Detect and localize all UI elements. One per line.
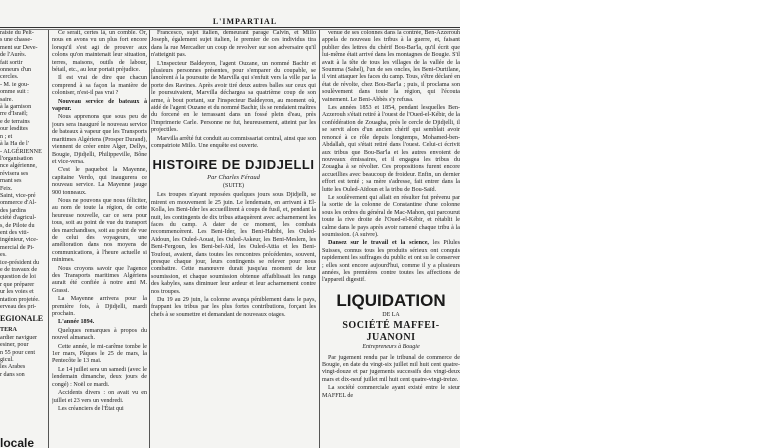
history-continued: venue de ses colonnes dans la contrée, Ben-Azzerouh appela de nouveau les tribus à la guerre, et, faisant publier des lettres du chérif Bou-Bar'la, qu'il écrit que lui-même était arrivé dans les montagnes de Bougie. S'il avait à la tête de tous les villages de la vallée de la Soumma (Sahel), l'un de ses oncles, les Beni-Ourtilane, il vint attaquer les faces du camp. Tous, s'être déclaré en état de révolte, chez Bou-Bar'la ; puis, il proclama son soulèvement dans toute la région, qui l'écouta vainement. Le Beni-Abbès s'y refusa.: [322, 30, 460, 103]
column-1-line: Feix.: [0, 185, 13, 192]
history-body-2: Du 19 au 29 juin, la colonne avança péniblement dans le pays, frappant les tribus par les plus fortes contributions, forçant les chefs à se soumettre et demandant de nouveaux otages.: [151, 297, 316, 318]
column-1-line: raiste du Pelt-: [0, 30, 34, 36]
column-3: [151, 30, 316, 448]
column-1-line: ice-président du: [0, 259, 40, 266]
column-1-line: à la garnison: [0, 104, 32, 111]
column-1: [0, 30, 44, 448]
annee-paragraph-4: Accidents divers : on avait vu en juillet et 23 vers un vendredi.: [52, 390, 147, 404]
column-1-line: cercles.: [0, 74, 19, 81]
column-1-line: mercial de Pi-: [0, 244, 35, 251]
annee-paragraph-5: Les créanciers de l'État qui: [58, 405, 124, 412]
liquidation-entrepreneurs: Entrepreneurs à Bougie: [362, 344, 420, 351]
column-1-more: [0, 335, 44, 379]
column-1-line: de l'Aurès.: [0, 52, 27, 59]
news-paragraph-2: L'inspecteur Baldeyron, l'agent Ouzane, un nommé Bachir et plusieurs personnes présentes, pour s'emparer du coupable, se lancèrent à la poursuite de Marvilla qui s'enfuit vers la ville par la porte des Ravines. Après avoir tiré deux autres balles sur ceux qui le poursuivaient, Marvilla déchargea sa quatrième coup de son arme, à bout portant, sur l'inspecteur Baldeyron, au moment où, aidé de l'agent Ouzane et du nommé Bachir, ils se rendaient maîtres du forcené en le terrassant dans un fossé plein d'eau, près l'imprimerie Carle. Personne ne fut, heureusement, atteint par les projectiles.: [151, 60, 316, 134]
column-1-line: r que préparer: [0, 281, 35, 288]
column-1-line: onneurs d'un: [0, 67, 32, 74]
annee-paragraph: Quelques remarques à propos du nouvel almanach.: [52, 327, 147, 342]
column-1-line: à la Ha de l': [0, 141, 29, 148]
column-1-line: des jardins: [0, 207, 27, 214]
service-paragraph-5: La Mayenne arrivera pour la première fois, à Djidjelli, mardi prochain.: [52, 296, 147, 318]
column-1-line: our lesdites: [0, 126, 28, 133]
column-2: [52, 30, 147, 448]
column-1-line: saire.: [0, 96, 14, 103]
column-1-line: ommerce d'Al-: [0, 200, 37, 207]
history-title: HISTOIRE DE DJIDJELLI: [152, 156, 315, 172]
column-rule-1: [48, 30, 49, 448]
column-1-line: ciété d'agricul-: [0, 215, 37, 222]
liquidation-de: DE LA: [382, 311, 400, 318]
regional-heading: EGIONALE: [0, 314, 44, 324]
history-byline: Par Charles Féraud: [207, 173, 260, 181]
column-1-line: e de travaux de: [0, 267, 38, 273]
column-rule-2: [149, 30, 150, 448]
column-1-line: es.: [0, 252, 7, 259]
intro-paragraph: Ce serait, certes là, un comble. Or, nous en avons vu un plus fort encore lorsqu'il s'est agi de prouver aux colons qu'on maintenait leur situation, terres, maisons, outils de labour, bétail, etc., au leur portait préjudice.: [52, 30, 147, 74]
annee-paragraph-2: Cette année, le mi-carême tombe le 1er mars, Pâques le 25 de mars, la Pentecôte le 13 mai.: [52, 343, 147, 365]
service-heading: Nouveau service de bateaux à vapeur.: [52, 98, 147, 113]
column-1-line: nce algérienne,: [0, 163, 37, 170]
column-1-more-line: esiner, pour: [0, 342, 29, 349]
service-paragraph-2: C'est le paquebot la Mayenne, capitaine Verdo, qui inaugurera ce nouveau service. La Mayenne jauge 900 tonneaux.: [52, 167, 147, 196]
column-1-line: ntation projetée.: [0, 296, 40, 303]
intro-paragraph-2: Il est vrai de dire que chacun comprend à sa façon la manière de coloniser, n'est-il pas vrai ?: [52, 75, 147, 97]
column-1-line: - M. ie gou-: [0, 81, 30, 88]
column-1-more-line: gicul.: [0, 357, 14, 364]
history-continued-2: Les années 1853 et 1854, pendant lesquelles Ben-Azzerouh s'était retiré à l'ouest de l'Oued-el-Kébir, de la confédération de Zouagha, près le cercle de Djidjelli, il se servit alors d'un ancien chérif qui semblait avoir renoncé à ce rôle depuis longtemps, Mohamed-ben-Abdallah, qui s'était retiré dans l'ouest. Celui-ci écrivit aux tribus que Bou-Bar'la et les autres envoient de nouveaux émissaires, et il engagea les tribus du Zouagha à se révolter. Ces propositions furent encore accueillies avec beaucoup de froideur. Enfin, un dernier effort est tenté ; sa mère s'adresse, fait entrer dans la lutte les Ouled-Aïdoun et la tribu de Bou-Saïd.: [322, 105, 460, 193]
column-1-more-line: les Arabes: [0, 364, 26, 371]
column-1-line: rnant ses: [0, 178, 22, 185]
column-1-line: erveau des pri-: [0, 304, 37, 311]
news-paragraph-3: Marvilla arrêté fut conduit au commissariat central, ainsi que son compatriote Millo. Une enquête est ouverte.: [151, 135, 316, 150]
column-1-line: e de terrains: [0, 118, 30, 125]
blank-margin: [460, 0, 768, 448]
column-1-more-line: ardier naviguer: [0, 334, 38, 341]
liquidation-body-2: La société commerciale ayant existé entre le sieur MAFFEL de: [322, 385, 460, 399]
column-1-line: révisera ses: [0, 170, 29, 177]
column-1-line: ingénieur, vice-: [0, 237, 38, 244]
column-1-more-line: n 55 pour cent: [0, 349, 36, 356]
column-4: [322, 30, 460, 448]
column-1-more-line: r dans son: [0, 371, 25, 378]
column-1-bottom-heading: locale: [0, 436, 35, 448]
column-1-line: n ; et: [0, 133, 13, 140]
column-1-line: rre d'Israël;: [0, 111, 28, 118]
column-1-line: s, de Pilote du: [0, 222, 35, 229]
service-paragraph: Nous apprenons que sous peu de jours sera inauguré le nouveau service de bateaux à vapeur que les Transports maritimes Algériens (Prosper Durand), viennent de créer entre Alger, Dellys, Bougie, Djidjelli, Philippeville, Bône et vice-versa.: [52, 114, 147, 165]
regional-subheading: TERA: [0, 327, 17, 334]
service-paragraph-3: Nous ne pouvons que nous féliciter, au nom de toute la région, de cette heureuse nouvelle, car ce sera pour tous, soit au point de vue du transport des marchandises, soit au point de vue de celui des voyageurs, une amélioration dans nos moyens de communications, à l'heure actuelle si minimes.: [52, 197, 147, 264]
column-1-line: omme suit :: [0, 89, 29, 96]
liquidation-title: LIQUIDATION: [336, 290, 446, 310]
news-paragraph: Francesco, sujet italien, demeurant parage Calvin, et Millo Joseph, également sujet italien, le premier de ces individus tira dans la rue Mercadier un coup de revolver sur son adversaire qu'il n'atteignit pas.: [151, 30, 316, 59]
liquidation-body: Par jugement rendu par le tribunal de commerce de Bougie, en date du vingt-six juillet mil huit cent quatre-vingt-douze et par jugements successifs des vingt-deux mars et dix-neuf juillet mil huit cent quatre-vingt-treize.: [322, 354, 460, 383]
column-1-line: - ALGÉRIENNE: [0, 148, 42, 155]
column-1-line: l'organisation: [0, 155, 33, 162]
service-paragraph-4: Nous croyons savoir que l'agence des Transports maritimes Algériens aurait été confiée à notre ami M. Grassi.: [52, 265, 147, 294]
masthead-rule: [0, 27, 460, 28]
annee-paragraph-3: Le 14 juillet sera un samedi (avec le lendemain dimanche, deux jours de congé) : Noël ce mardi.: [52, 366, 147, 388]
column-1-line: ent des viti-: [0, 229, 29, 236]
history-suite: (SUITE): [223, 182, 244, 189]
annee-heading: L'année 1894.: [58, 319, 95, 326]
notice-text: les Pilules Suisses, connus tous les produits sérieux ont conquis rapidement les suffrages du public et ont su le conserver ; elles sont encore aujourd'hui, comme il y a plusieurs années, les premières contre toutes les affections de l'appareil digestif.: [322, 240, 460, 284]
liquidation-company: SOCIÉTÉ MAFFEI-JUANONI: [342, 320, 440, 344]
column-rule-3: [319, 30, 320, 448]
column-1-line: ur les voies et: [0, 289, 34, 296]
history-body: Les troupes n'ayant reposées quelques jours sous Djidjelli, se mirent en mouvement le 25 juin. Le lendemain, en arrivant à El-Kolla, les Beni-Ider les accueillirent à coups de fusil, et, pendant la nuit, les contingents de dix tribus attaquèrent avec acharnement les faces du camp. A dater de ce moment, les combats recommencèrent. Les Beni-Ider, les Beni-Habibi, les Ouled-Aidoun, les Ouled-Aouat, les Ouled-Askeur, les Beni-Meslem, les Beni-Fergoun, les Beni-bel-Aïd, les Ouled-Attia et les Beni-Toufout, avaient, dans toutes les rencontres précédentes, souvent, presque chaque jour, leurs contingents se relever pour nous combattre. Cette manœuvre durait jusqu'au moment de leur soumission, et chaque soumission obtenue affaiblissait les rangs des kabyles, sans diminuer leur ardeur et leur acharnement contre nos troupes.: [151, 192, 316, 295]
column-1-line: question de loi: [0, 274, 36, 281]
notice-heading: Dansez sur le travail et la science,: [328, 240, 429, 247]
column-1-line: ment sur Deve-: [0, 44, 38, 51]
masthead: L'IMPARTIAL: [212, 17, 278, 26]
column-1-fragments: [0, 30, 44, 311]
column-1-line: Saint, vice-pré: [0, 192, 36, 199]
history-continued-3: Le soulèvement qui allait en résulter fut prévenu par la sortie de la colonne de Constantine d'une colonne sous les ordres du général de Mac-Mahon, qui parcourut toute la rive droite de l'Oued-el-Kébir, et rétablit le calme dans le pays après avoir ramené chaque tribu à la soumission. (A suivre).: [322, 194, 460, 238]
column-1-line: s une chasse-: [0, 37, 33, 44]
column-1-line: fait sortir: [0, 59, 23, 66]
